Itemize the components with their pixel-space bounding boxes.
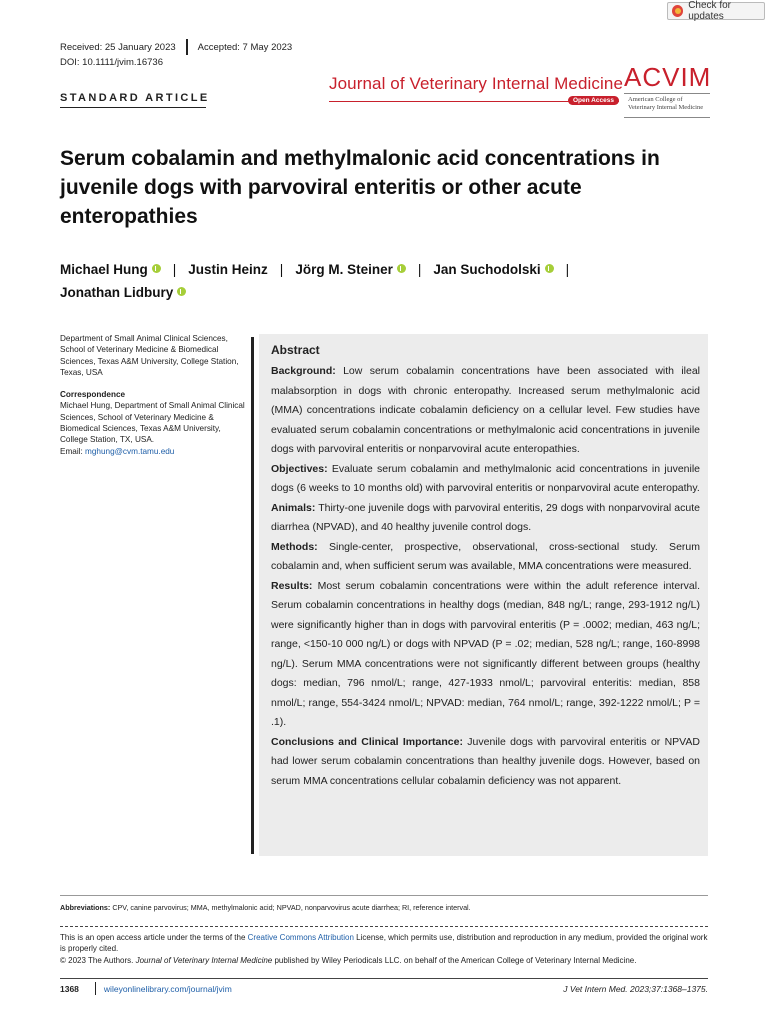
journal-site-link[interactable]: wileyonlinelibrary.com/journal/jvim	[103, 983, 232, 994]
conclusions-text: Juvenile dogs with parvoviral enteritis or NPVAD had lower serum cobalamin concentrations than healthy juvenile dogs. However, based on serum MMA concentrations cellular cobalamin deficiency was not apparent.	[271, 735, 700, 787]
cc-license-link[interactable]: Creative Commons Attribution	[247, 933, 354, 942]
orcid-icon[interactable]	[152, 264, 161, 273]
logo-rule-top	[624, 93, 710, 94]
affiliation-sidebar	[60, 333, 245, 457]
animals-label: Animals:	[271, 501, 316, 514]
journal-name: Journal of Veterinary Internal Medicine	[329, 74, 624, 93]
dates-row	[60, 39, 292, 55]
abstract-accent-bar	[251, 337, 254, 854]
article-title: Serum cobalamin and methylmalonic acid concentrations in juvenile dogs with parvoviral enteritis or other acute enteropathies	[60, 147, 660, 228]
author-name[interactable]: Michael Hung	[60, 262, 148, 277]
doi: DOI: 10.1111/jvim.16736	[60, 57, 163, 68]
email-link[interactable]: mghung@cvm.tamu.edu	[85, 446, 175, 456]
orcid-icon[interactable]	[545, 264, 554, 273]
crossmark-icon	[672, 5, 683, 17]
copyright-post: published by Wiley Periodicals LLC. on behalf of the American College of Veterinary Internal Medicine.	[272, 955, 637, 965]
abbreviations-label: Abbreviations:	[60, 903, 111, 912]
license-line	[60, 932, 708, 955]
methods-text: Single-center, prospective, observational, cross-sectional study. Serum cobalamin and, when sufficient serum was available, MMA concentrations were measured.	[271, 540, 700, 572]
license-post: License, which permits use, distribution and reproduction in any medium, provided the original work is properly cited.	[60, 933, 708, 954]
author-list	[60, 258, 720, 304]
affiliation-text: Department of Small Animal Clinical Sciences, School of Veterinary Medicine & Biomedical Sciences, Texas A&M University, College Station, Texas, USA	[60, 334, 239, 377]
license-pre: This is an open access article under the terms of the	[60, 933, 248, 942]
logo-rule-bottom	[624, 117, 710, 118]
abstract-objectives	[271, 460, 700, 499]
abstract-conclusions	[271, 733, 700, 792]
copyright-journal: Journal of Veterinary Internal Medicine	[135, 955, 273, 965]
accepted-date: Accepted: 7 May 2023	[197, 41, 293, 53]
abbreviations	[60, 903, 708, 912]
correspondence-heading: Correspondence	[60, 390, 126, 400]
author-separator: |	[279, 262, 284, 277]
abbreviations-rule	[60, 895, 708, 896]
footer-divider	[95, 982, 96, 995]
page-footer	[60, 982, 708, 995]
author-separator: |	[565, 262, 570, 277]
correspondence-email-line	[60, 446, 245, 457]
abstract-results	[271, 577, 700, 733]
orcid-icon[interactable]	[177, 287, 186, 296]
animals-text: Thirty-one juvenile dogs with parvoviral enteritis, 29 dogs with nonparvoviral acute diarrhea (NPVAD), and 40 healthy juvenile control dogs.	[271, 501, 700, 533]
citation: J Vet Intern Med. 2023;37:1368–1375.	[563, 983, 708, 994]
dates-divider	[186, 39, 188, 55]
copyright-pre: © 2023 The Authors.	[60, 955, 136, 965]
check-for-updates-button[interactable]	[667, 2, 765, 20]
article-type: STANDARD ARTICLE	[60, 92, 210, 104]
open-access-badge: Open Access	[568, 96, 619, 105]
author-name[interactable]: Jörg M. Steiner	[295, 262, 393, 277]
check-for-updates-label: Check for updates	[688, 0, 731, 22]
email-label: Email:	[60, 446, 86, 456]
author-name[interactable]: Jan Suchodolski	[433, 262, 541, 277]
acvim-subtitle	[628, 96, 703, 112]
license-divider	[60, 926, 708, 927]
acvim-subtitle-line1: American College of	[628, 96, 683, 103]
objectives-label: Objectives:	[271, 462, 328, 475]
author-separator: |	[417, 262, 422, 277]
abstract-background	[271, 362, 700, 460]
copyright-line	[60, 955, 708, 966]
abstract	[271, 342, 700, 791]
abstract-animals	[271, 499, 700, 538]
correspondence-text: Michael Hung, Department of Small Animal Clinical Sciences, School of Veterinary Medicine & Biomedical Sciences, Texas A&M University, College Station, TX, USA.	[60, 401, 245, 445]
orcid-icon[interactable]	[397, 264, 406, 273]
acvim-subtitle-line2: Veterinary Internal Medicine	[628, 104, 704, 111]
background-text: Low serum cobalamin concentrations have been associated with ileal malabsorption in dogs with chronic enteropathy. Increased serum methylmalonic acid (MMA) concentrations indicate cobalamin deficiency on a cellular level. Few studies have evaluated serum cobalamin concentrations or methylmalonic acid concentrations in juvenile dogs with parvoviral enteritis or nonparvoviral acute enteropathies.	[271, 365, 700, 455]
conclusions-label: Conclusions and Clinical Importance:	[271, 735, 463, 748]
results-text: Most serum cobalamin concentrations were within the adult reference interval. Serum cobalamin concentrations in healthy dogs (median, 848 ng/L; range, 293-1912 ng/L) were significantly higher than in dogs with parvoviral enteritis (P = .0002; median, 463 ng/L; range, <150-10 000 ng/L) or dogs with NPVAD (P = .02; median, 528 ng/L; range, 160-8998 ng/L). Serum MMA concentrations were not significantly different between groups (healthy dogs: median, 796 nmol/L; range, 427-1933 nmol/L; parvoviral enteritis: median, 858 nmol/L; range, 554-3424 nmol/L; NPVAD: median, 764 nmol/L; range, 392-1222 nmol/L; P = .1).	[271, 579, 700, 728]
article-type-underline	[60, 107, 206, 108]
abbreviations-text: CPV, canine parvovirus; MMA, methylmalonic acid; NPVAD, nonparvovirus acute diarrhea; RI, reference interval.	[110, 903, 471, 912]
background-label: Background:	[271, 365, 336, 377]
methods-label: Methods:	[271, 540, 318, 553]
license-block	[60, 932, 708, 966]
author-name[interactable]: Justin Heinz	[188, 262, 268, 277]
received-date: Received: 25 January 2023	[60, 41, 176, 53]
objectives-text: Evaluate serum cobalamin and methylmalonic acid concentrations in juvenile dogs (6 weeks to 10 months old) with parvoviral enteritis or nonparvoviral acute enteropathy.	[271, 462, 700, 494]
author-separator: |	[172, 262, 177, 277]
acvim-logo: ACVIM	[624, 62, 712, 92]
abstract-heading: Abstract	[271, 343, 320, 357]
abstract-methods	[271, 538, 700, 577]
results-label: Results:	[271, 579, 313, 592]
page-number: 1368	[60, 983, 79, 994]
author-name[interactable]: Jonathan Lidbury	[60, 285, 174, 300]
footer-rule	[60, 978, 708, 979]
